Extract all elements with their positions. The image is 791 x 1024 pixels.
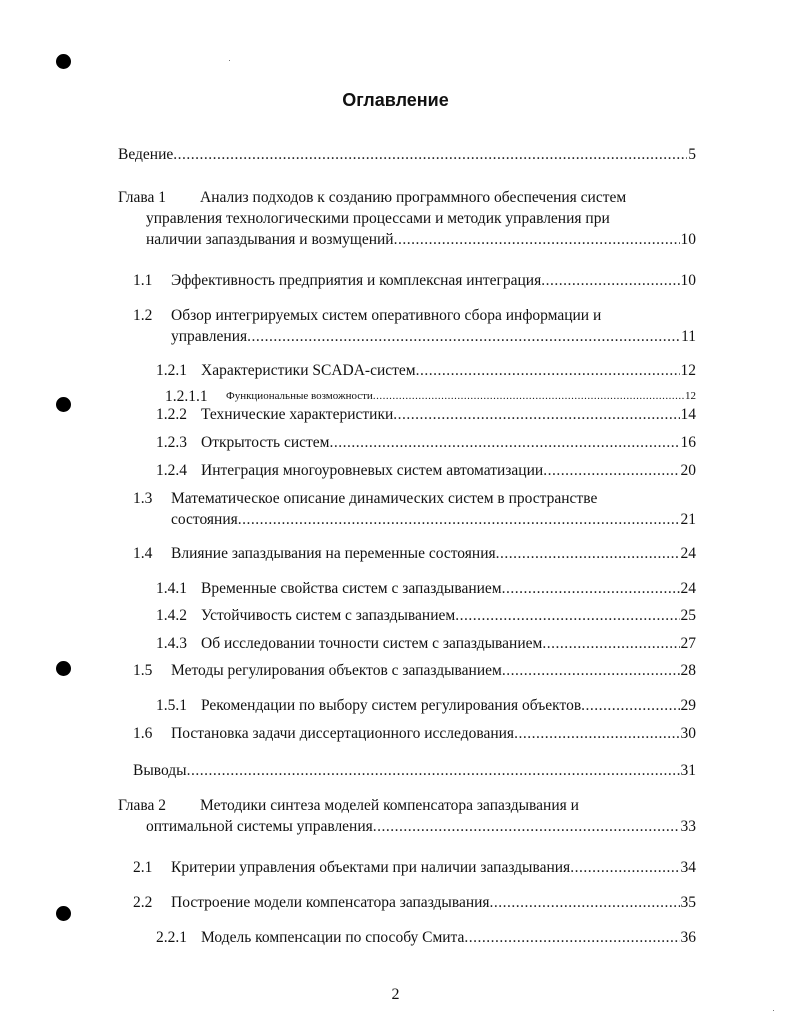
toc-title: Выводы	[133, 762, 187, 779]
toc-leader	[490, 893, 680, 912]
toc-chapter-label: Глава 2	[118, 797, 167, 814]
toc-leader	[187, 761, 680, 780]
toc-page: 24	[680, 580, 696, 597]
toc-entry-ch1[interactable]	[146, 230, 696, 249]
toc-page: 25	[680, 607, 696, 624]
page-number: 2	[391, 986, 400, 1003]
toc-entry-2-2-1[interactable]	[201, 928, 696, 947]
toc-entry-ch2[interactable]	[146, 817, 696, 836]
toc-num: 2.1	[133, 859, 153, 876]
toc-page: 5	[688, 146, 696, 163]
toc-title: наличии запаздывания и возмущений	[146, 231, 394, 248]
toc-entry-1-4-2[interactable]	[201, 606, 696, 625]
toc-title: Влияние запаздывания на переменные состояния	[171, 545, 496, 562]
toc-leader	[542, 634, 679, 653]
toc-entry-2-2[interactable]	[171, 893, 696, 912]
toc-entry-1-1[interactable]	[171, 271, 696, 290]
toc-leader	[373, 817, 680, 836]
toc-entry-2-1[interactable]	[171, 858, 696, 877]
toc-title: Открытость систем	[201, 434, 330, 451]
toc-leader	[373, 387, 684, 406]
toc-page: 31	[680, 762, 696, 779]
toc-title: оптимальной системы управления	[146, 818, 373, 835]
toc-entry-1-4-1[interactable]	[201, 579, 696, 598]
toc-num: 1.5.1	[156, 697, 187, 714]
toc-entry-1-3[interactable]	[171, 510, 696, 529]
toc-entry-1-4-3[interactable]	[201, 634, 696, 653]
toc-title: Характеристики SCADA-систем	[201, 362, 416, 379]
toc-page: 34	[680, 859, 696, 876]
toc-num: 1.4.3	[156, 635, 187, 652]
toc-leader	[329, 433, 679, 452]
toc-num: 2.2	[133, 894, 153, 911]
toc-entry-intro[interactable]	[118, 145, 696, 164]
toc-leader	[173, 145, 687, 164]
toc-num: 1.4.2	[156, 607, 187, 624]
toc-leader	[514, 724, 679, 743]
toc-title: Устойчивость систем с запаздыванием	[201, 607, 456, 624]
toc-leader	[247, 327, 680, 346]
toc-page: 33	[680, 818, 696, 835]
toc-page: 30	[680, 725, 696, 742]
toc-page: 24	[680, 545, 696, 562]
toc-num: 1.2.3	[156, 434, 187, 451]
toc-num: 1.2.4	[156, 462, 187, 479]
toc-page: 36	[680, 929, 696, 946]
toc-entry-1-5-1[interactable]	[201, 696, 696, 715]
toc-num: 1.4.1	[156, 580, 187, 597]
toc-page: 20	[680, 462, 696, 479]
toc-title: Критерии управления объектами при наличии запаздывания	[171, 859, 571, 876]
binder-hole	[56, 906, 71, 921]
toc-title: Постановка задачи диссертационного исследования	[171, 725, 515, 742]
toc-page: 14	[680, 406, 696, 423]
toc-title-line: Анализ подходов к созданию программного обеспечения систем	[200, 189, 627, 206]
toc-title: Об исследовании точности систем с запаздыванием	[201, 635, 543, 652]
toc-page: 29	[680, 697, 696, 714]
toc-num: 2.2.1	[156, 929, 187, 946]
toc-leader	[464, 928, 679, 947]
toc-title: Функциональные возможности	[226, 390, 373, 402]
toc-entry-1-2-3[interactable]	[201, 433, 696, 452]
toc-title: Эффективность предприятия и комплексная интеграция	[171, 272, 542, 289]
toc-entry-1-2-1[interactable]	[201, 361, 696, 380]
toc-entry-1-2-2[interactable]	[201, 405, 696, 424]
toc-entry-1-6[interactable]	[171, 724, 696, 743]
toc-num: 1.4	[133, 545, 153, 562]
toc-leader	[393, 405, 679, 424]
toc-title-line: Математическое описание динамических систем в пространстве	[171, 490, 598, 507]
toc-page: 10	[680, 272, 696, 289]
toc-leader	[570, 858, 679, 877]
binder-hole	[56, 661, 71, 676]
toc-leader	[238, 510, 680, 529]
toc-entry-conclusions[interactable]	[133, 761, 696, 780]
toc-leader	[543, 461, 679, 480]
toc-leader	[541, 271, 679, 290]
toc-entry-1-4[interactable]	[171, 544, 696, 563]
toc-title-line: управления технологическими процессами и методик управления при	[146, 210, 610, 227]
toc-title: Рекомендации по выбору систем регулирования объектов	[201, 697, 582, 714]
toc-num: 1.2.1.1	[165, 388, 208, 405]
scan-speck	[773, 1010, 774, 1011]
toc-page: 21	[680, 511, 696, 528]
toc-num: 1.5	[133, 662, 153, 679]
binder-hole	[56, 54, 71, 69]
toc-leader	[416, 361, 680, 380]
toc-title-line: Обзор интегрируемых систем оперативного сбора информации и	[171, 307, 602, 324]
toc-page: 12	[685, 390, 696, 402]
toc-num: 1.2.2	[156, 406, 187, 423]
toc-page: 27	[680, 635, 696, 652]
page-title: Оглавление	[342, 90, 449, 110]
toc-title: Интеграция многоуровневых систем автоматизации	[201, 462, 544, 479]
toc-num: 1.2.1	[156, 362, 187, 379]
toc-title: Модель компенсации по способу Смита	[201, 929, 465, 946]
toc-title: Построение модели компенсатора запаздывания	[171, 894, 490, 911]
toc-title: Методы регулирования объектов с запаздыванием	[171, 662, 502, 679]
binder-hole	[56, 397, 71, 412]
toc-num: 1.2	[133, 307, 153, 324]
toc-title: Временные свойства систем с запаздыванием	[201, 580, 502, 597]
toc-num: 1.1	[133, 272, 153, 289]
toc-page: 16	[680, 434, 696, 451]
toc-leader	[502, 579, 680, 598]
toc-title: Ведение	[118, 146, 174, 163]
toc-num: 1.3	[133, 490, 153, 507]
toc-num: 1.6	[133, 725, 153, 742]
toc-entry-1-2-1-1[interactable]	[226, 387, 696, 406]
toc-leader	[496, 544, 680, 563]
toc-leader	[581, 696, 679, 715]
toc-title-line: Методики синтеза моделей компенсатора запаздывания и	[200, 797, 579, 814]
toc-page: 10	[680, 231, 696, 248]
toc-leader	[455, 606, 679, 625]
toc-page: 11	[681, 328, 696, 345]
toc-leader	[394, 230, 680, 249]
toc-title: состояния	[171, 511, 238, 528]
toc-entry-1-2-4[interactable]	[201, 461, 696, 480]
toc-page: 12	[680, 362, 696, 379]
toc-title: Технические характеристики	[201, 406, 394, 423]
toc-leader	[502, 661, 680, 680]
toc-chapter-label: Глава 1	[118, 189, 167, 206]
toc-page: 35	[680, 894, 696, 911]
toc-title: управления	[171, 328, 248, 345]
toc-entry-1-5[interactable]	[171, 661, 696, 680]
toc-page: 28	[680, 662, 696, 679]
scan-speck	[229, 60, 230, 61]
toc-entry-1-2[interactable]	[171, 327, 696, 346]
